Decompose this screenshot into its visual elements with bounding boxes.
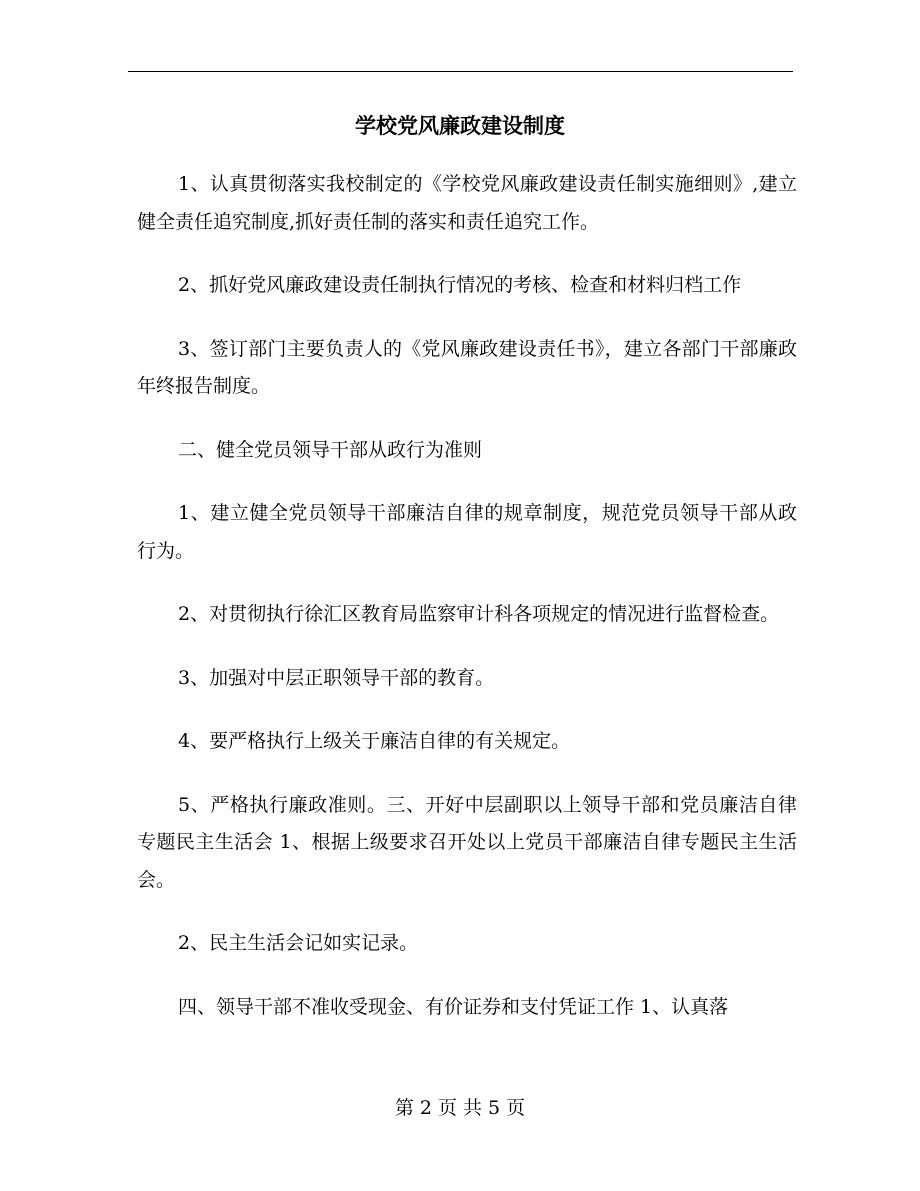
paragraph-5: 1、建立健全党员领导干部廉洁自律的规章制度，规范党员领导干部从政行为。	[137, 502, 797, 562]
paragraph-3: 3、签订部门主要负责人的《党风廉政建设责任书》，建立各部门干部廉政年终报告制度。	[137, 337, 797, 397]
paragraph-1: 1、认真贯彻落实我校制定的《学校党风廉政建设责任制实施细则》,建立健全责任追究制度,抓好责任制的落实和责任追究工作。	[137, 173, 797, 233]
header-rule	[128, 71, 793, 72]
paragraph-7: 3、加强对中层正职领导干部的教育。	[178, 666, 495, 689]
paragraph-2: 2、抓好党风廉政建设责任制执行情况的考核、检查和材料归档工作	[178, 274, 742, 296]
page-number-footer: 第 2 页 共 5 页	[394, 1097, 526, 1119]
document-body	[137, 166, 797, 1052]
paragraph-6: 2、对贯彻执行徐汇区教育局监察审计科各项规定的情况进行监督检查。	[178, 603, 780, 625]
paragraph-9: 5、严格执行廉政准则。三、开好中层副职以上领导干部和党员廉洁自律专题民主生活会 1、根据上级要求召开处以上党员干部廉洁自律专题民主生活会。	[137, 793, 797, 891]
paragraph-8: 4、要严格执行上级关于廉洁自律的有关规定。	[178, 730, 571, 752]
section-heading-2: 二、健全党员领导干部从政行为准则	[178, 438, 483, 461]
document-title: 学校党风廉政建设制度	[355, 113, 565, 138]
paragraph-10: 2、民主生活会记如实记录。	[178, 932, 419, 954]
paragraph-11: 四、领导干部不准收受现金、有价证券和支付凭证工作 1、认真落	[178, 995, 729, 1018]
